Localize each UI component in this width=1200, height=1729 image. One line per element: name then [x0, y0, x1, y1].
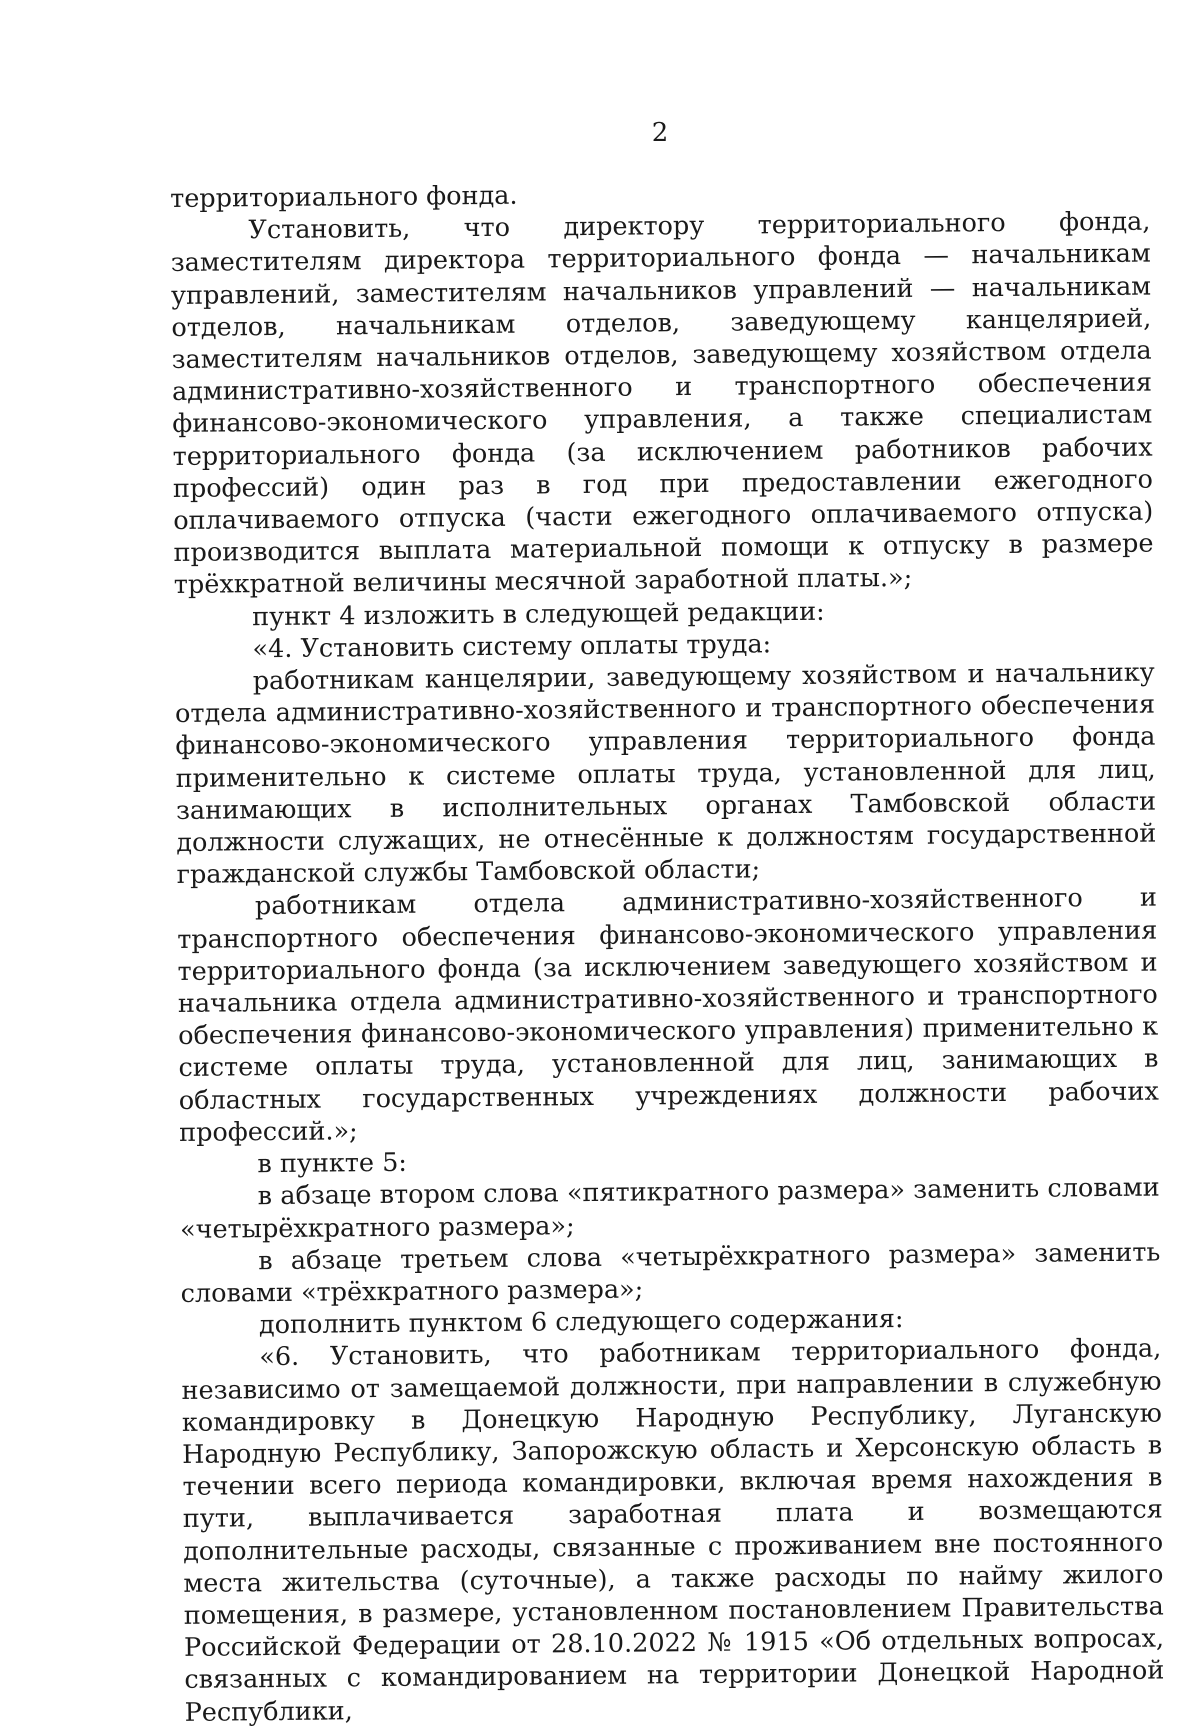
paragraph-point5-third: в абзаце третьем слова «четырёхкратного размера» заменить словами «трёхкратного размера»;: [180, 1237, 1161, 1309]
paragraph-point6-text: «6. Установить, что работникам территориального фонда, независимо от замещаемой должности, при направлении в служебную командировку в Донецкую Народную Республику, Луганскую Народную Республику, Запорожскую область и Херсонскую область в течении всего периода командировки, включая время нахождения в пути, выплачивается заработная плата и возмещаются дополнительные расходы, связанные с проживанием вне постоянного места жительства (суточные), а также расходы по найму жилого помещения, в размере, установленном постановлением Правительства Российской Федерации от 28.10.2022 № 1915 «Об отдельных вопросах, связанных с командированием на территории Донецкой Народной Республики,: [181, 1333, 1165, 1728]
paragraph-point5-second: в абзаце втором слова «пятикратного размера» заменить словами «четырёхкратного размера»;: [179, 1172, 1160, 1245]
paragraph-material-aid: Установить, что директору территориального фонда, заместителям директора территориального фонда — начальникам управлений, заместителям начальников управлений — начальникам отделов, начальникам отделов, заведующему канцелярией, заместителям начальников отделов, заведующему хозяйством отдела административно-хозяйственного и транспортного обеспечения финансово-экономического управления, а также специалистам территориального фонда (за исключением работников рабочих профессий) один раз в год при предоставлении ежегодного оплачиваемого отпуска (части ежегодного оплачиваемого отпуска) производится выплата материальной помощи к отпуску в размере трёхкратной величины месячной заработной платы.»;: [170, 206, 1154, 601]
paragraph-point4-intro: пункт 4 изложить в следующей редакции:: [252, 596, 825, 632]
paragraph-point6-intro: дополнить пунктом 6 следующего содержания:: [258, 1304, 904, 1341]
paragraph-point4-heading: «4. Установить систему оплаты труда:: [252, 629, 772, 665]
paragraph-department-workers: работникам отдела административно-хозяйственного и транспортного обеспечения финансово-экономического управления территориального фонда (за исключением заведующего хозяйством и начальника отдела административно-хозяйственного и транспортного обеспечения финансово-экономического управления) применительно к системе оплаты труда, установленной для лиц, занимающих в областных государственных учреждениях должности рабочих профессий.»;: [177, 883, 1159, 1148]
paragraph-chancery-workers: работникам канцелярии, заведующему хозяйством и начальнику отдела административно-хозяйственного и транспортного обеспечения финансово-экономического управления территориального фонда применительно к системе оплаты труда, установленной для лиц, занимающих в исполнительных органах Тамбовской области должности служащих, не отнесённые к должностям государственной гражданской службы Тамбовской области;: [174, 657, 1157, 891]
document-body: [170, 174, 1165, 1729]
page-number: 2: [651, 118, 669, 148]
paragraph-point5-intro: в пункте 5:: [257, 1147, 408, 1180]
paragraph-continuation: территориального фонда.: [170, 180, 518, 214]
